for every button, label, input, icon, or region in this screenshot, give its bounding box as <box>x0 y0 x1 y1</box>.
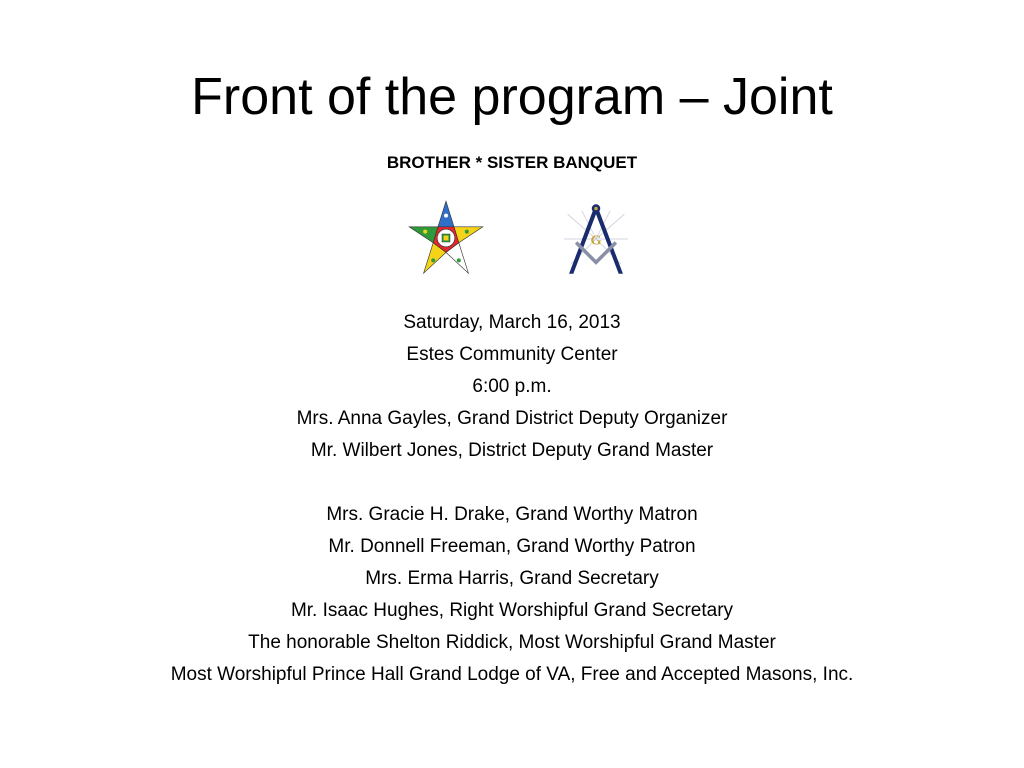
square-and-compass-icon <box>560 200 632 278</box>
order-of-eastern-star-icon <box>406 198 486 278</box>
deputy-master-line: Mr. Wilbert Jones, District Deputy Grand Master <box>310 440 714 461</box>
event-venue: Estes Community Center <box>406 344 618 365</box>
event-time: 6:00 p.m. <box>472 376 552 397</box>
program-details <box>0 307 1024 691</box>
event-date: Saturday, March 16, 2013 <box>403 312 621 333</box>
officer-line: Mrs. Gracie H. Drake, Grand Worthy Matron <box>326 504 698 525</box>
officer-line: The honorable Shelton Riddick, Most Worshipful Grand Master <box>248 632 776 653</box>
mason-letter-g: G <box>590 232 602 249</box>
organizer-line: Mrs. Anna Gayles, Grand District Deputy Organizer <box>296 408 728 429</box>
officer-line: Mr. Donnell Freeman, Grand Worthy Patron <box>328 536 696 557</box>
officer-line: Mrs. Erma Harris, Grand Secretary <box>365 568 659 589</box>
grand-lodge-line: Most Worshipful Prince Hall Grand Lodge of VA, Free and Accepted Masons, Inc. <box>170 664 854 685</box>
slide-subtitle: BROTHER * SISTER BANQUET <box>386 153 638 172</box>
section-spacer <box>0 467 1024 499</box>
officer-line: Mr. Isaac Hughes, Right Worshipful Grand Secretary <box>290 600 734 621</box>
slide-title: Front of the program – Joint <box>191 68 833 126</box>
